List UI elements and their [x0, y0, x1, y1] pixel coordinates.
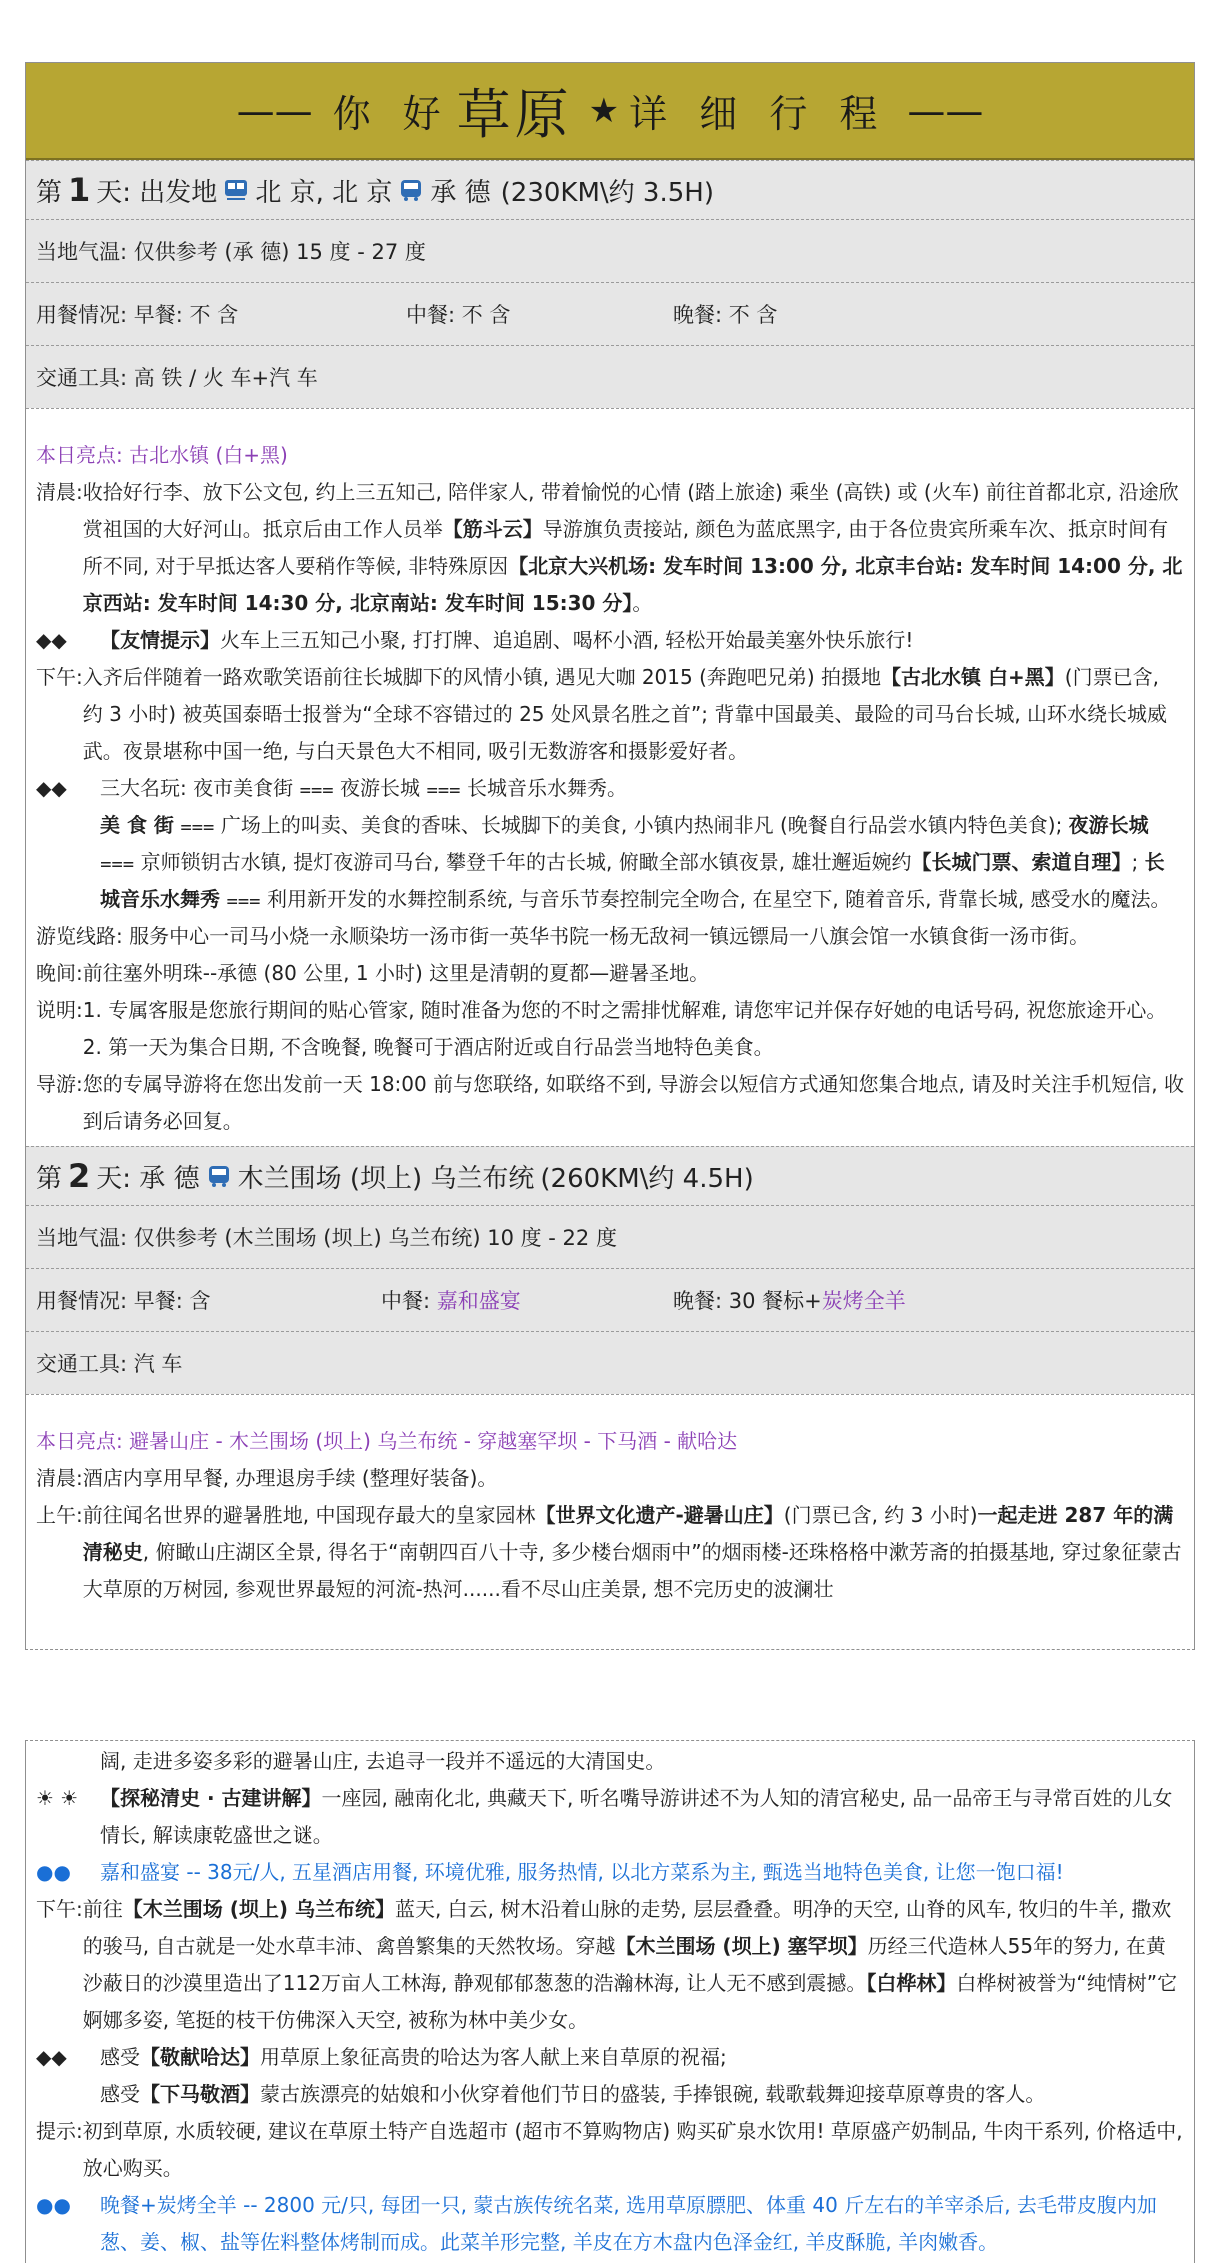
fn-b1: 【世界文化遗产-避暑山庄】 — [535, 1503, 784, 1527]
feast-text: 嘉和盛宴 -- 38元/人, 五星酒店用餐, 环境优雅, 服务热情, 以北方菜系为主, 甄选当地特色美食, 让您一饱口福! — [100, 1860, 1064, 1884]
day1-from: 北 京, 北 京 — [255, 177, 393, 208]
dinner-label: 晚餐: 30 餐标+ — [673, 1289, 822, 1313]
morning-b2: 【北京大兴机场: 发车时间 13:00 分, 北京丰台站: 发车时间 14:00 分, 北京西站: 发车时间 14:30 分, 北京南站: 发车时间 15:30 分】 — [82, 554, 1183, 615]
lamb-text: 晚餐+炭烤全羊 -- 2800 元/只, 每团一只, 蒙古族传统名菜, 选用草原膘肥、体重 40 斤左右的羊宰杀后, 去毛带皮腹内加葱、姜、椒、盐等佐料整体烤制而成。此菜羊形完整, 羊皮在方木盘内色泽金红, 羊皮酥脆, 羊肉嫩香。 — [100, 2193, 1157, 2254]
pd-b1: 美 食 街 — [100, 813, 174, 837]
afternoon-text — [83, 659, 1184, 770]
remind-text: 初到草原, 水质较硬, 建议在草原土特产自选超市 (超市不算购物店) 购买矿泉水饮用! 草原盛产奶制品, 牛肉干系列, 价格适中, 放心购买。 — [82, 2119, 1183, 2180]
pd-t2: ⩶ 京师锁钥古水镇, 提灯夜游司马台, 攀登千年的古长城, 俯瞰全部水镇夜景, 雄壮邂逅婉约 — [100, 850, 912, 874]
day1-weather: 当地气温: 仅供参考 (承 德) 15 度 - 27 度 — [26, 219, 1194, 282]
day1-meals — [26, 282, 1194, 345]
afternoon-b1: 【古北水镇 白+黑】 — [881, 665, 1065, 689]
day2-meals — [26, 1268, 1194, 1331]
secret-t: 一座园, 融南化北, 典藏天下, 听名嘴导游讲述不为人知的清宫秘史, 品一品帝王与寻常百姓的儿女情长, 解读康乾盛世之谜。 — [100, 1786, 1173, 1847]
day2-to: 木兰围场 (坝上) 乌兰布统 — [237, 1163, 535, 1194]
morning-text: 酒店内享用早餐, 办理退房手续 (整理好装备)。 — [82, 1466, 498, 1490]
feel-b1: 【敬献哈达】 — [140, 2045, 260, 2069]
pd-t4: ⩶ 利用新开发的水舞控制系统, 与音乐节奏控制完全吻合, 在星空下, 随着音乐, 背靠长城, 感受水的魔法。 — [220, 887, 1171, 911]
day1-header — [26, 160, 1194, 219]
pd-b4: 长城音乐水舞秀 — [100, 850, 1165, 911]
day2-remind — [36, 2113, 1184, 2187]
day1-evening — [36, 955, 1184, 992]
day1-three-plays — [36, 770, 1184, 807]
diamond-icon: ◆◆ — [36, 776, 67, 800]
day2-weather: 当地气温: 仅供参考 (木兰围场 (坝上) 乌兰布统) 10 度 - 22 度 — [26, 1205, 1194, 1268]
meal-breakfast: 用餐情况: 早餐: 含 — [36, 1289, 211, 1313]
label-remind: 提示: — [36, 2119, 83, 2143]
morning-b1: 【筋斗云】 — [442, 517, 543, 541]
meal-dinner — [673, 1285, 906, 1315]
day1-schedule — [26, 408, 1194, 1146]
tip-text — [100, 622, 1184, 659]
af-t4: 白桦树被誉为“纯情树”它婀娜多姿, 笔挺的枝干仿佛深入天空, 被称为林中美少女。 — [82, 1971, 1178, 2032]
note-text: 1. 专属客服是您旅行期间的贴心管家, 随时准备为您的不时之需排忧解难, 请您牢记并保存好她的电话号码, 祝您旅途开心。2. 第一天为集合日期, 不含晚餐, 晚餐可于酒店附近或自行品尝当地特色美食。 — [82, 998, 1167, 1059]
label-morning: 清晨: — [36, 1466, 83, 1490]
morning-text — [83, 474, 1184, 622]
afternoon-t1: 入齐后伴随着一路欢歌笑语前往长城脚下的风情小镇, 遇见大咖 2015 (奔跑吧兄弟) 拍摄地 — [82, 665, 882, 689]
day1-route: 游览线路: 服务中心一司马小烧一永顺染坊一汤市街一英华书院一杨无敌祠一镇远镖局一八旗会馆一水镇食街一汤市街。 — [36, 924, 1090, 948]
label-note: 说明: — [36, 998, 83, 1022]
day-prefix: 第 — [36, 1163, 63, 1194]
day2-header — [26, 1146, 1194, 1205]
meal-breakfast: 用餐情况: 早餐: 不 含 — [36, 303, 239, 327]
af-t1: 前往 — [82, 1897, 123, 1921]
af-b1: 【木兰围场 (坝上) 乌兰布统】 — [122, 1897, 395, 1921]
star-icon: ★ — [588, 90, 620, 131]
bus-icon — [206, 1163, 232, 1189]
dot-icon: ●● — [36, 2193, 71, 2217]
day-number: 2 — [68, 1157, 91, 1195]
fn-t1: 前往闻名世界的避暑胜地, 中国现存最大的皇家园林 — [82, 1503, 536, 1527]
day-suffix: 天: 出发地 — [96, 177, 218, 208]
diamond-icon: ◆◆ — [36, 628, 67, 652]
day1-afternoon — [36, 659, 1184, 770]
af-b2: 【木兰围场 (坝上) 塞罕坝】 — [615, 1934, 868, 1958]
morning-t2: 导游旗负责接站, 颜色为蓝底黑字, 由于各位贵宾所乘车次、抵京时间有所不同, 对于早抵达客人要稍作等候, 非特殊原因 — [82, 517, 1169, 578]
day2-schedule-cont — [26, 1741, 1194, 2261]
tip-t: 火车上三五知己小聚, 打打牌、追追剧、喝杯小酒, 轻松开始最美塞外快乐旅行! — [220, 628, 914, 652]
af-b3: 【白桦林】 — [866, 1971, 957, 1995]
day-number: 1 — [68, 171, 91, 209]
itinerary-title — [26, 63, 1194, 160]
day2-feast — [36, 1854, 1184, 1891]
pd-t3: ; — [1131, 850, 1145, 874]
day1-note — [36, 992, 1184, 1066]
day2-distance: (260KM\约 4.5H) — [540, 1163, 754, 1194]
title-hello: 你 好 — [332, 92, 451, 136]
evening-text: 前往塞外明珠--承德 (80 公里, 1 小时) 这里是清朝的夏都—避暑圣地。 — [82, 961, 710, 985]
label-guide: 导游: — [36, 1072, 83, 1096]
meal-lunch: 中餐: 不 含 — [406, 303, 511, 327]
morning-t3: 。 — [632, 591, 653, 615]
day2-morning — [36, 1460, 1184, 1497]
title-dash-left: —— — [236, 88, 313, 133]
title-dash-right: —— — [907, 88, 984, 133]
label-morning: 清晨: — [36, 480, 83, 504]
feel-text — [100, 2039, 1184, 2076]
day-suffix: 天: 承 德 — [96, 1163, 200, 1194]
title-detail: 详 细 行 程 — [629, 92, 888, 136]
plays-text: 三大名玩: 夜市美食街 ⩶ 夜游长城 ⩶ 长城音乐水舞秀。 — [100, 776, 628, 800]
day2-feel-wine — [36, 2076, 1184, 2113]
meal-dinner: 晚餐: 不 含 — [673, 303, 778, 327]
day2-feel-hada — [36, 2039, 1184, 2076]
day2-highlight: 本日亮点: 避暑山庄 - 木兰围场 (坝上) 乌兰布统 - 穿越塞罕坝 - 下马酒 - 献哈达 — [36, 1429, 738, 1453]
label-forenoon: 上午: — [36, 1503, 83, 1527]
day1-morning — [36, 474, 1184, 622]
dot-icon: ●● — [36, 1860, 71, 1884]
feel-t2: 用草原上象征高贵的哈达为客人献上来自草原的祝福; — [260, 2045, 727, 2069]
sun-icon: ☀ ☀ — [36, 1786, 79, 1810]
label-afternoon: 下午: — [36, 665, 83, 689]
day2-lamb — [36, 2187, 1184, 2261]
tip-b: 【友情提示】 — [100, 628, 220, 652]
lunch-value: 嘉和盛宴 — [436, 1289, 521, 1313]
day1-friendly-tip — [36, 622, 1184, 659]
day2-transport: 交通工具: 汽 车 — [26, 1331, 1194, 1394]
lunch-label: 中餐: — [381, 1289, 437, 1313]
pd-b2: 夜游长城 — [1068, 813, 1149, 837]
day1-highlight: 本日亮点: 古北水镇 (白+黑) — [36, 443, 288, 467]
day-prefix: 第 — [36, 177, 63, 208]
secret-b: 【探秘清史 · 古建讲解】 — [100, 1786, 322, 1810]
af-t3: 历经三代造林人55年的努力, 在黄沙蔽日的沙漠里造出了112万亩人工林海, 静观郁郁葱葱的浩瀚林海, 让人无不感到震撼。 — [82, 1934, 1166, 1995]
train-icon — [223, 177, 249, 203]
af-t2: 蓝天, 白云, 树木沿着山脉的走势, 层层叠叠。明净的天空, 山脊的风车, 牧归的牛羊, 撒欢的骏马, 自古就是一处水草丰沛、禽兽繁集的天然牧场。穿越 — [82, 1897, 1172, 1958]
feel-t1: 感受 — [100, 2045, 140, 2069]
label-evening: 晚间: — [36, 961, 83, 985]
fn-t2: (门票已含, 约 3 小时) — [783, 1503, 978, 1527]
morning-t1: 收拾好行李、放下公文包, 约上三五知己, 陪伴家人, 带着愉悦的心情 (踏上旅途) 乘坐 (高铁) 或 (火车) 前往首都北京, 沿途欣赏祖国的大好河山。抵京后由工作人员举 — [82, 480, 1179, 541]
title-grassland: 草原 — [456, 83, 573, 146]
fn-t3: , 俯瞰山庄湖区全景, 得名于“南朝四百八十寺, 多少楼台烟雨中”的烟雨楼-还珠格格中漱芳斋的拍摄基地, 穿过象征蒙古大草原的万树园, 参观世界最短的河流-热河......看不尽山庄美景, 想不完历史的波澜壮 — [82, 1540, 1182, 1601]
bus-icon — [398, 177, 424, 203]
day2-afternoon — [36, 1891, 1184, 2039]
day1-guide — [36, 1066, 1184, 1140]
meal-lunch — [381, 1285, 673, 1315]
feel-t3: 感受 — [100, 2082, 140, 2106]
day2-schedule — [26, 1394, 1194, 1608]
label-afternoon: 下午: — [36, 1897, 83, 1921]
day2-secret — [36, 1780, 1184, 1854]
forenoon-continued: 阔, 走进多姿多彩的避暑山庄, 去追寻一段并不遥远的大清国史。 — [100, 1749, 666, 1773]
afternoon-t2: (门票已含, 约 3 小时) 被英国泰晤士报誉为“全球不容错过的 25 处风景名胜之首”; 背靠中国最美、最险的司马台长城, 山环水绕长城威武。夜景堪称中国一绝, 与白天景色大不相同, 吸引无数游客和摄影爱好者。 — [82, 665, 1168, 763]
pd-t1: ⩶ 广场上的叫卖、美食的香味、长城脚下的美食, 小镇内热闹非凡 (晚餐自行品尝水镇内特色美食); — [173, 813, 1069, 837]
dinner-value: 炭烤全羊 — [821, 1289, 906, 1313]
forenoon-text — [83, 1497, 1184, 1608]
day1-distance: (230KM\约 3.5H) — [500, 177, 714, 208]
diamond-icon: ◆◆ — [36, 2045, 67, 2069]
guide-text: 您的专属导游将在您出发前一天 18:00 前与您联络, 如联络不到, 导游会以短信方式通知您集合地点, 请及时关注手机短信, 收到后请务必回复。 — [82, 1072, 1184, 1133]
fn-b2: 一起走进 287 年的满清秘史 — [82, 1503, 1174, 1564]
feel-b2: 【下马敬酒】 — [140, 2082, 260, 2106]
afternoon-text — [83, 1891, 1184, 2039]
pd-b3: 【长城门票、索道自理】 — [911, 850, 1132, 874]
day1-to: 承 德 — [430, 177, 491, 208]
feel-t4: 蒙古族漂亮的姑娘和小伙穿着他们节日的盛装, 手捧银碗, 载歌载舞迎接草原尊贵的客人。 — [260, 2082, 1046, 2106]
itinerary-page-1 — [25, 62, 1195, 1650]
day1-plays-detail — [36, 807, 1184, 918]
day1-transport: 交通工具: 高 铁 / 火 车+汽 车 — [26, 345, 1194, 408]
day2-forenoon — [36, 1497, 1184, 1608]
secret-text — [100, 1780, 1184, 1854]
itinerary-page-2 — [25, 1740, 1195, 2263]
